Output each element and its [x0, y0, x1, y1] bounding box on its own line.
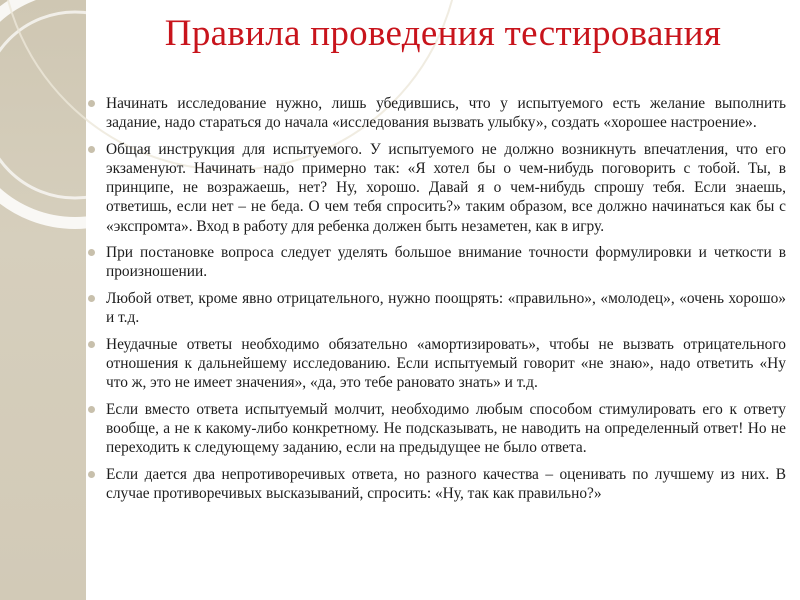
bullet-icon: [88, 471, 95, 478]
list-item-text: Неудачные ответы необходимо обязательно «амортизировать», чтобы не вызвать отрицательного отношения к дальнейшему исследованию. Если испытуемый говорит «не знаю», надо ответить «Ну что ж, это не имеет значения», «да, это тебе рановато знать» и т.д.: [106, 335, 786, 392]
bullet-icon: [88, 341, 95, 348]
list-item: [86, 94, 786, 132]
list-item: [86, 289, 786, 327]
bullet-icon: [88, 249, 95, 256]
list-item: [86, 335, 786, 393]
list-item-text: Любой ответ, кроме явно отрицательного, нужно поощрять: «правильно», «молодец», «очень хорошо» и т.д.: [106, 290, 786, 327]
bullet-list: [86, 94, 786, 511]
list-item: [86, 465, 786, 503]
bullet-icon: [88, 406, 95, 413]
list-item-text: Если вместо ответа испытуемый молчит, необходимо любым способом стимулировать его к ответу вообще, а не к какому-либо конкретному. Не подсказывать, не наводить на определенный ответ! Но не переходить к следующему заданию, если на предыдущее не было ответа.: [106, 400, 786, 457]
list-item: [86, 243, 786, 281]
bullet-icon: [88, 295, 95, 302]
bullet-icon: [88, 100, 95, 107]
list-item-text: Общая инструкция для испытуемого. У испытуемого не должно возникнуть впечатления, что его экзаменуют. Начинать надо примерно так: «Я хотел бы о чем-нибудь поговорить с тобой. Ты, в принципе, не возражаешь, нет? Ну, хорошо. Давай я о чем-нибудь спрошу тебя. Если знаешь, ответишь, если нет – не беда. О чем тебя спросить?» таким образом, все должно начинаться как бы с «экспромта». Вход в работу для ребенка должен быть незаметен, как в игру.: [106, 140, 786, 235]
list-item-text: Начинать исследование нужно, лишь убедившись, что у испытуемого есть желание выполнить задание, надо стараться до начала «исследования вызвать улыбку», создать «хорошее настроение».: [106, 95, 786, 132]
bullet-icon: [88, 146, 95, 153]
slide-title: Правила проведения тестирования: [164, 13, 722, 54]
list-item: [86, 400, 786, 458]
list-item-text: Если дается два непротиворечивых ответа, но разного качества – оценивать по лучшему из них. В случае противоречивых высказываний, спросить: «Ну, так как правильно?»: [106, 465, 786, 502]
list-item: [86, 140, 786, 236]
list-item-text: При постановке вопроса следует уделять большое внимание точности формулировки и четкости в произношении.: [106, 244, 786, 281]
side-strip: [0, 0, 86, 600]
